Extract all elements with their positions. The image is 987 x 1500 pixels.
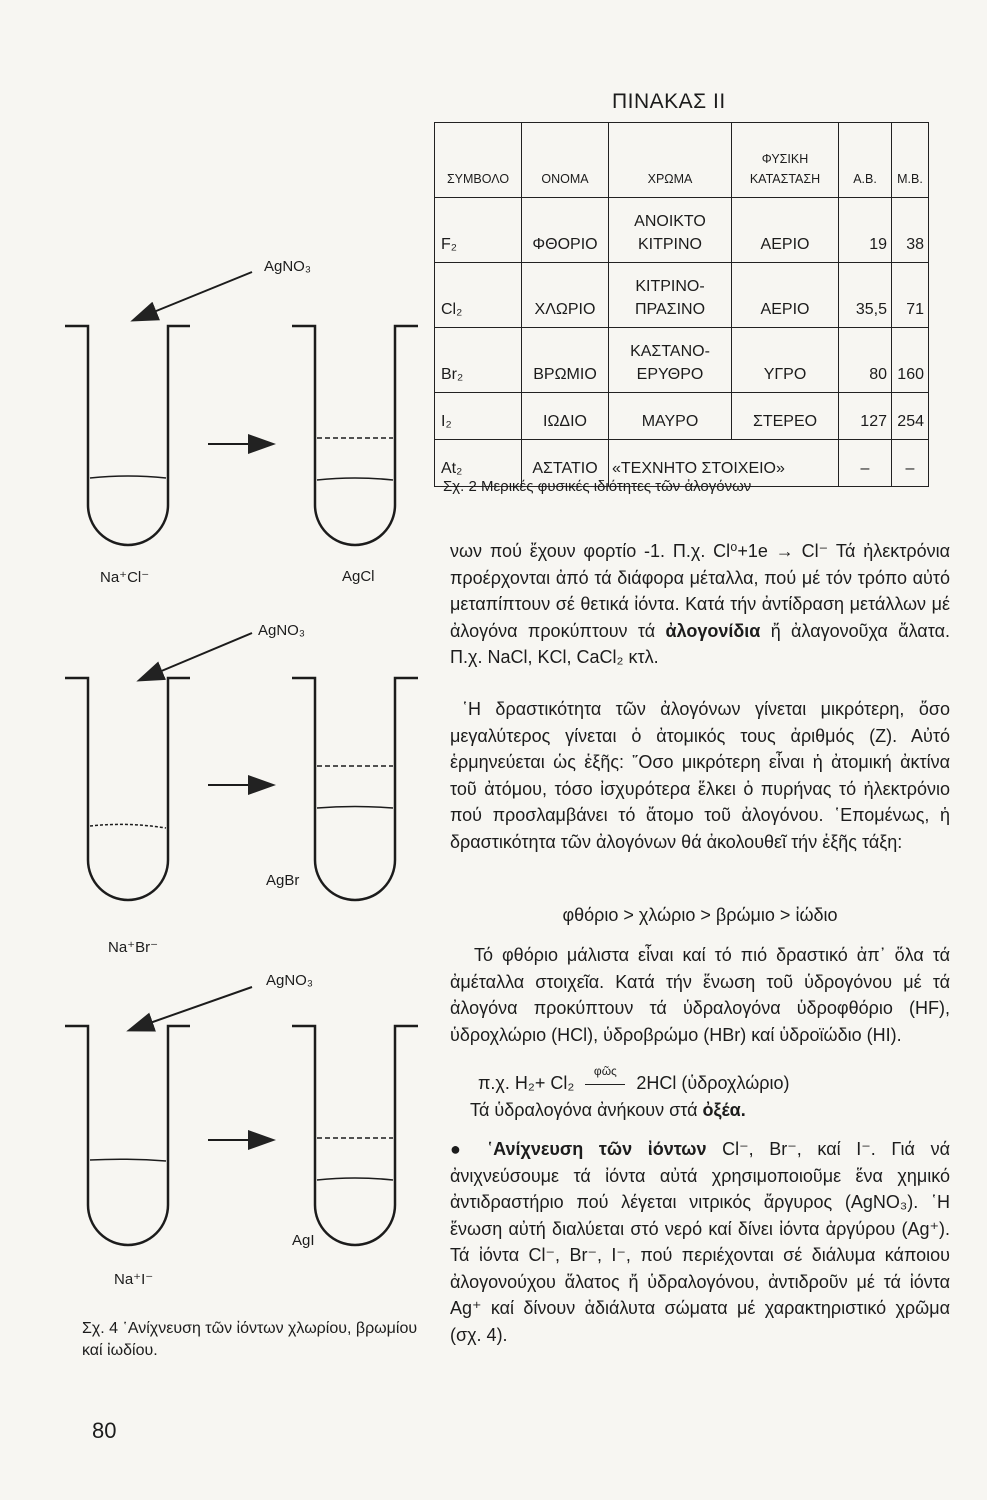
header-color: ΧΡΩΜΑ (609, 123, 732, 198)
table-row (435, 328, 929, 393)
paragraph-text: ἤ ἀλαγονοῦχα ἄλατα. Π.χ. NaCl, KCl, CaCl₂ κτλ. (450, 620, 950, 667)
paragraph-acids (470, 1097, 910, 1124)
section-heading-ion-detection: ● ῾Ανίχνευση τῶν ἰόντων (450, 1139, 707, 1159)
header-molecular-weight: Μ.Β. (892, 123, 929, 198)
cell-symbol: Cl₂ (435, 263, 522, 328)
cell-ab: 19 (839, 198, 892, 263)
reagent-label: AgNO₃ (266, 972, 313, 989)
table-caption: Σχ. 2 Μερικές φυσικές ιδιότητες τῶν ἀλογόνων (443, 478, 752, 495)
cell-color: ΜΑΥΡΟ (609, 393, 732, 440)
paragraph-reactivity: ῾Η δραστικότητα τῶν ἀλογόνων γίνεται μικρότερη, ὅσο μεγαλύτερος γίνεται ὁ ἀτομικός τους ἀριθμός (Z). Αὐτό ἑρμηνεύεται ὡς ἑξῆς: ῞Οσο μικρότερη εἶναι ἡ ἀτομική ἀκτίνα τοῦ ἀτόμου, τόσο ἰσχυρότερα ἕλκει ὁ πυρήνας τό ἠλεκτρόνιο πού προσλαμβάνει τό ἄτομο τοῦ ἀλογόνου. ῾Επομένως, ἡ δραστικότητα τῶν ἀλογόνων θά ἀκολουθεῖ τήν ἑξῆς τάξη: (450, 699, 950, 852)
paragraph-text: νων πού ἔχουν φορτίο -1. Π.χ. Cl⁰+1e → Cl⁻ Τά ἠλεκτρόνια προέρχονται ἀπό τά διάφορα μέταλλα, πού μέ τόν τρόπο αὐτό μεταπίπτουν σέ θετικά ἰόντα. Κατά τήν ἀντίδραση μετάλλων μέ ἀλογόνα προκύπτουν τά (450, 541, 950, 641)
cell-symbol: At₂ (435, 440, 522, 487)
cell-state: ΑΕΡΙΟ (732, 198, 839, 263)
cell-name: ΑΣΤΑΤΙΟ (522, 440, 609, 487)
test-tube-right (292, 1026, 418, 1245)
table-row (435, 198, 929, 263)
cell-mb: 38 (892, 198, 929, 263)
test-tube-right (292, 326, 418, 545)
header-state: ΦΥΣΙΚΗ ΚΑΤΑΣΤΑΣΗ (732, 123, 839, 198)
table-row (435, 263, 929, 328)
cell-symbol: F₂ (435, 198, 522, 263)
paragraph-halides (450, 538, 950, 671)
test-tube-left (65, 1026, 190, 1245)
cell-mb: 160 (892, 328, 929, 393)
test-tube-right (292, 678, 418, 900)
reagent-label: AgNO₃ (258, 622, 305, 639)
test-tube-figure (60, 240, 440, 1370)
equation-reactants: π.χ. H₂+ Cl₂ (478, 1073, 575, 1093)
arrow-label: φῶς (593, 1064, 617, 1078)
cell-color: ΚΑΣΤΑΝΟ-ΕΡΥΘΡΟ (609, 328, 732, 393)
initial-solution-label: Na⁺I⁻ (114, 1271, 154, 1288)
header-name: ΟΝΟΜΑ (522, 123, 609, 198)
initial-solution-label: Na⁺Br⁻ (108, 939, 159, 956)
cell-mb: 71 (892, 263, 929, 328)
header-symbol: ΣΥΜΒΟΛΟ (435, 123, 522, 198)
bold-term-acids: ὀξέα. (702, 1100, 746, 1120)
cell-symbol: Br₂ (435, 328, 522, 393)
cell-state: ΑΕΡΙΟ (732, 263, 839, 328)
cell-state: ΥΓΡΟ (732, 328, 839, 393)
test-tube-left (65, 326, 190, 545)
cell-ab: 127 (839, 393, 892, 440)
equation-product: 2HCl (ὑδροχλώριο) (636, 1073, 790, 1093)
cell-name: ΧΛΩΡΙΟ (522, 263, 609, 328)
header-atomic-weight: Α.Β. (839, 123, 892, 198)
cell-mb: 254 (892, 393, 929, 440)
light-arrow (583, 1064, 627, 1097)
cell-state: ΣΤΕΡΕΟ (732, 393, 839, 440)
cell-artificial-element: «ΤΕΧΝΗΤΟ ΣΤΟΙΧΕΙΟ» (609, 440, 839, 487)
precipitate-label: AgI (292, 1232, 315, 1249)
paragraph-text: Cl⁻, Br⁻, καί I⁻. Γιά νά ἀνιχνεύσουμε τά ἰόντα αὐτά χρησιμοποιοῦμε ἕνα χημικό ἀντιδραστήριο πού λέγεται νιτρικός ἄργυρος (AgNO₃). ῾Η ἕνωση αὐτή διαλύεται στό νερό καί δίνει ἰόντα ἀργύρου (Ag⁺). Τά ἰόντα Cl⁻, Br⁻, I⁻, πού περιέχονται σέ διάλυμα κάποιου ἀλογονούχου ἅλατος ἤ ὑδραλογόνου, ἀντιδροῦν μέ τά ἰόντα Ag⁺ καί δίνουν ἀδιάλυτα σώματα μέ χαρακτηριστικό χρῶμα (σχ. 4). (450, 1139, 950, 1345)
cell-color: ΑΝΟΙΚΤΟ ΚΙΤΡΙΝΟ (609, 198, 732, 263)
table-header-row (435, 123, 929, 198)
cell-name: ΙΩΔΙΟ (522, 393, 609, 440)
cell-color: ΚΙΤΡΙΝΟ-ΠΡΑΣΙΝΟ (609, 263, 732, 328)
precipitate-label: AgBr (266, 872, 300, 889)
paragraph-ion-detection (450, 1136, 950, 1348)
reactivity-order: φθόριο > χλώριο > βρώμιο > ἰώδιο (562, 905, 838, 925)
reagent-label: AgNO₃ (264, 258, 311, 275)
paragraph-hydrohalides: Τό φθόριο μάλιστα εἶναι καί τό πιό δραστικό ἀπ᾿ ὅλα τά ἀμέταλλα στοιχεῖα. Κατά τήν ἕνωση τοῦ ὑδρογόνου μέ τά ἀλογόνα προκύπτουν τά ὑδραλογόνα ὑδροφθόριο (HF), ὑδροχλώριο (HCl), ὑδροβρώμο (HBr) καί ὑδροϊώδιο (HI). (450, 945, 950, 1045)
precipitate-label: AgCl (342, 568, 375, 585)
figure-caption: Σχ. 4 ῾Ανίχνευση τῶν ἰόντων χλωρίου, βρωμίου καί ἰωδίου. (82, 1320, 418, 1359)
cell-name: ΒΡΩΜΙΟ (522, 328, 609, 393)
cell-symbol: I₂ (435, 393, 522, 440)
cell-name: ΦΘΟΡΙΟ (522, 198, 609, 263)
cell-ab: 80 (839, 328, 892, 393)
bold-term-halides: ἀλογονίδια (665, 620, 761, 641)
cell-ab: – (839, 440, 892, 487)
test-tube-left (65, 678, 190, 900)
page-number: 80 (92, 1418, 117, 1443)
table-row (435, 393, 929, 440)
reaction-equation (478, 1064, 918, 1097)
cell-ab: 35,5 (839, 263, 892, 328)
table-title: ΠΙΝΑΚΑΣ II (612, 90, 726, 113)
initial-solution-label: Na⁺Cl⁻ (100, 569, 150, 586)
halogen-properties-table (434, 122, 929, 487)
test-tube-drawing (60, 240, 440, 1370)
cell-mb: – (892, 440, 929, 487)
paragraph-text: Τά ὑδραλογόνα ἀνήκουν στά (470, 1100, 698, 1120)
